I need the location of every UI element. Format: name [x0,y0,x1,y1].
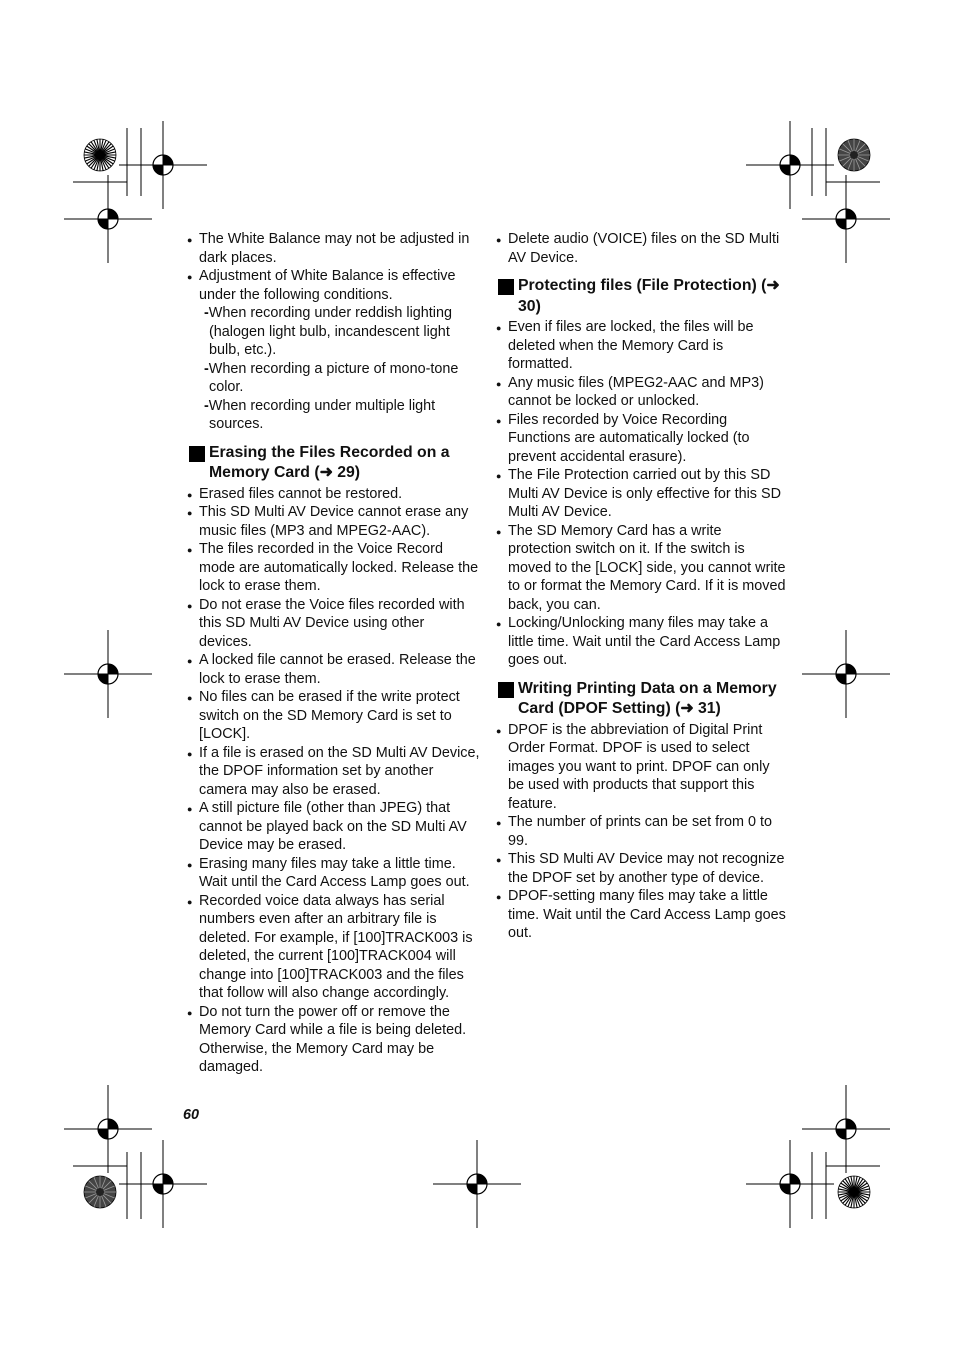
section-heading-dpof: Writing Printing Data on a Memory Card (DPOF Setting) (➜ 31) [495,679,787,720]
list-item: ● A locked file cannot be erased. Release the lock to erase them. [186,651,480,688]
list-item: ● Locking/Unlocking many files may take a little time. Wait until the Card Access Lamp goes out. [495,614,787,670]
list-item: ● A still picture file (other than JPEG) that cannot be played back on the SD Multi AV Device may be erased. [186,799,480,855]
list-item: ● Even if files are locked, the files will be deleted when the Memory Card is formatted. [495,318,787,374]
list-item: ● Erasing many files may take a little time. Wait until the Card Access Lamp goes out. [186,855,480,892]
list-item: ● Recorded voice data always has serial numbers even after an arbitrary file is deleted. For example, if [100]TRACK003 is deleted, the current [100]TRACK004 will change into [100]TRACK003 and the files that follow will also change accordingly. [186,892,480,1003]
heading-square-icon [189,446,205,462]
page-number: 60 [183,1107,200,1123]
section-heading-protecting: Protecting files (File Protection) (➜ 30) [495,276,787,317]
condition-item: -When recording under multiple light sources. [204,397,436,432]
list-item: ● DPOF-setting many files may take a little time. Wait until the Card Access Lamp goes out. [495,887,787,943]
list-item: ● Files recorded by Voice Recording Functions are automatically locked (to prevent accidental erasure). [495,411,787,467]
left-column [186,230,480,1077]
list-item: ● Any music files (MPEG2-AAC and MP3) cannot be locked or unlocked. [495,374,787,411]
list-item: ● Delete audio (VOICE) files on the SD Multi AV Device. [495,230,787,267]
list-item: ● DPOF is the abbreviation of Digital Print Order Format. DPOF is used to select images you want to print. DPOF can only be used with products that support this feature. [495,721,787,814]
list-item: ● The files recorded in the Voice Record mode are automatically locked. Release the lock to erase them. [186,540,480,596]
list-item: ● This SD Multi AV Device may not recognize the DPOF set by another type of device. [495,850,787,887]
list-item: ● No files can be erased if the write protect switch on the SD Memory Card is set to [LOCK]. [186,688,480,744]
list-item: ● The number of prints can be set from 0 to 99. [495,813,787,850]
section-heading-erasing: Erasing the Files Recorded on a Memory Card (➜ 29) [186,443,480,484]
list-item: ● If a file is erased on the SD Multi AV Device, the DPOF information set by another camera may also be erased. [186,744,480,800]
condition-item: -When recording under reddish lighting (halogen light bulb, incandescent light bulb, etc.). [204,305,452,358]
white-balance-note: ● The White Balance may not be adjusted in dark places. [186,230,480,267]
heading-square-icon [498,279,514,295]
list-item: ● Do not turn the power off or remove the Memory Card while a file is being deleted. Otherwise, the Memory Card may be damaged. [186,1003,480,1077]
heading-square-icon [498,682,514,698]
list-item: ● This SD Multi AV Device cannot erase any music files (MP3 and MPEG2-AAC). [186,503,480,540]
list-item: ● Erased files cannot be restored. [186,485,480,504]
list-item: ● Do not erase the Voice files recorded with this SD Multi AV Device using other devices. [186,596,480,652]
list-item: ● The File Protection carried out by this SD Multi AV Device is only effective for this SD Multi AV Device. [495,466,787,522]
list-item: ● The SD Memory Card has a write protection switch on it. If the switch is moved to the [LOCK] side, you cannot write to or format the Memory Card. If it is moved back, you can. [495,522,787,615]
right-column [495,230,787,943]
white-balance-note: ● Adjustment of White Balance is effective under the following conditions. [186,267,480,304]
condition-item: -When recording a picture of mono-tone color. [204,360,459,395]
